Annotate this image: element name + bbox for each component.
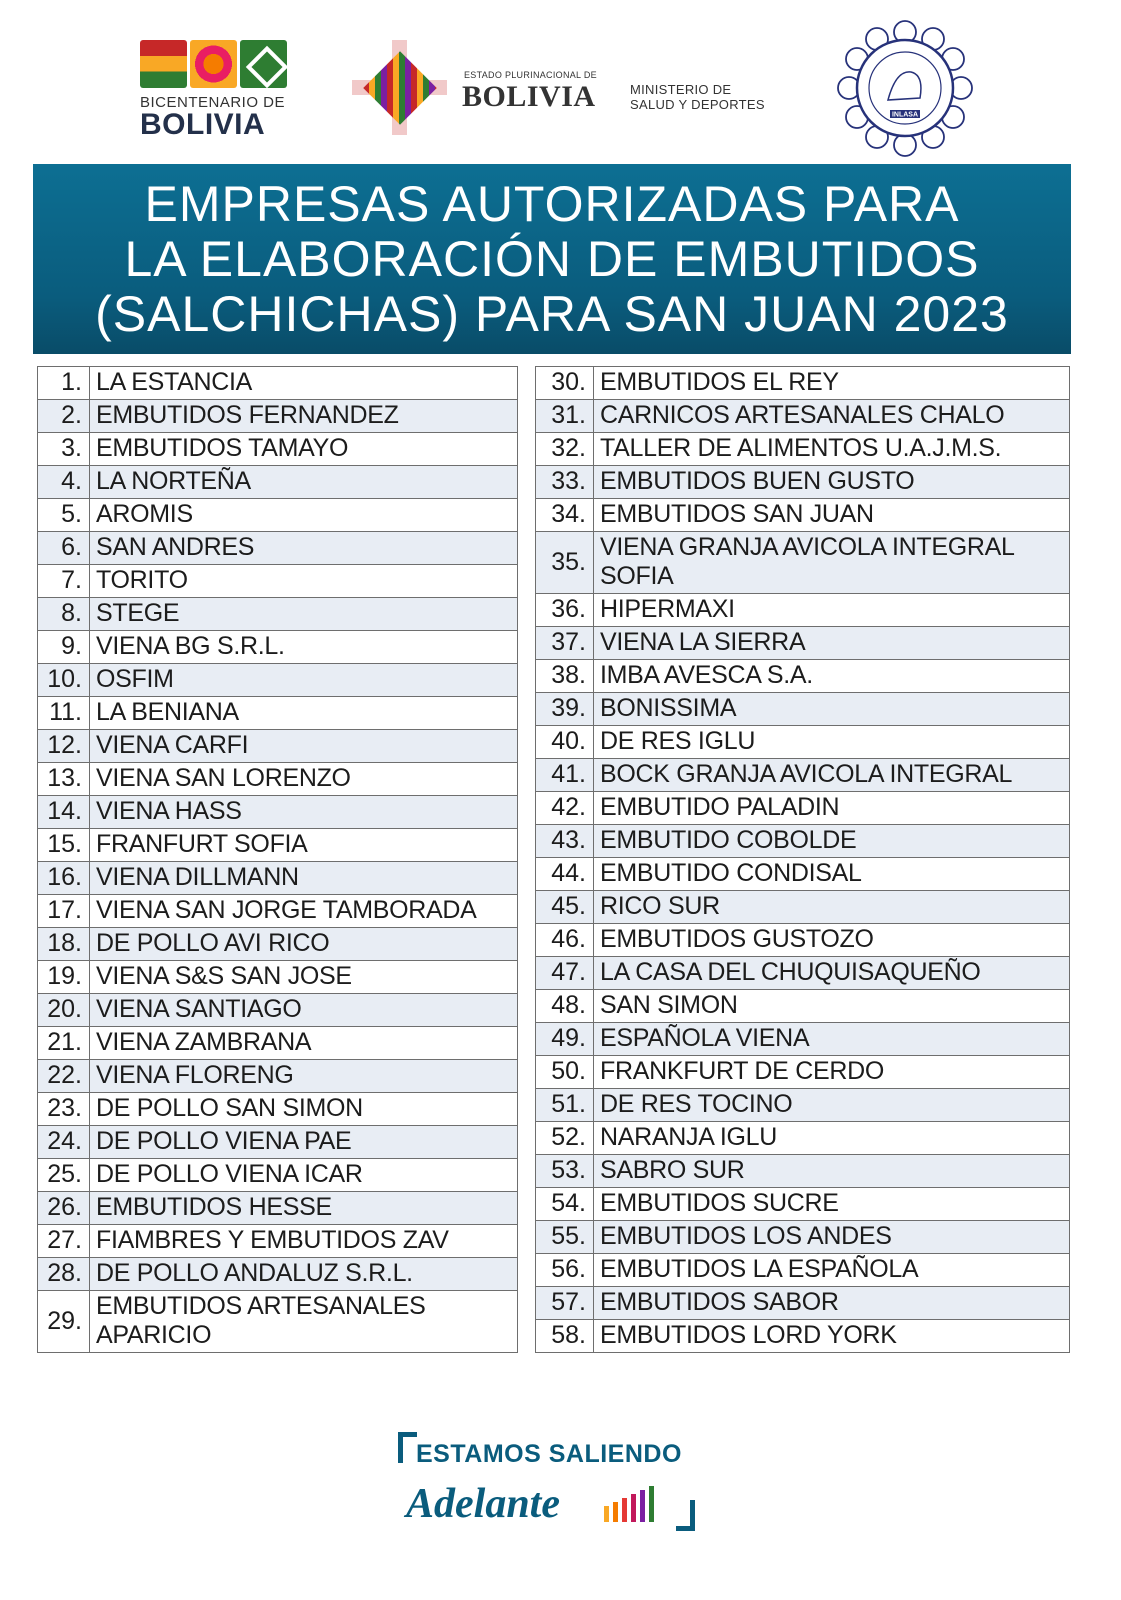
row-number: 50. [536, 1056, 594, 1089]
table-row [536, 990, 1070, 1023]
table-row [536, 1320, 1070, 1353]
row-number: 33. [536, 466, 594, 499]
slogan-line1: ESTAMOS SALIENDO [416, 1440, 682, 1468]
table-row [536, 891, 1070, 924]
table-row [536, 627, 1070, 660]
company-name: TALLER DE ALIMENTOS U.A.J.M.S. [594, 433, 1070, 466]
table-row [38, 895, 518, 928]
row-number: 18. [38, 928, 90, 961]
company-name: EMBUTIDOS HESSE [90, 1192, 518, 1225]
row-number: 46. [536, 924, 594, 957]
row-number: 21. [38, 1027, 90, 1060]
table-row [38, 499, 518, 532]
row-number: 8. [38, 598, 90, 631]
table-row [536, 1287, 1070, 1320]
table-row [38, 367, 518, 400]
company-name: VIENA SAN LORENZO [90, 763, 518, 796]
row-number: 13. [38, 763, 90, 796]
row-number: 51. [536, 1089, 594, 1122]
row-number: 43. [536, 825, 594, 858]
company-name: NARANJA IGLU [594, 1122, 1070, 1155]
table-row [38, 829, 518, 862]
table-row [38, 1126, 518, 1159]
table-row [536, 1188, 1070, 1221]
company-name: EMBUTIDO COBOLDE [594, 825, 1070, 858]
row-number: 2. [38, 400, 90, 433]
title-line2: LA ELABORACIÓN DE EMBUTIDOS [124, 231, 980, 287]
row-number: 17. [38, 895, 90, 928]
row-number: 6. [38, 532, 90, 565]
table-row [38, 763, 518, 796]
row-number: 32. [536, 433, 594, 466]
row-number: 54. [536, 1188, 594, 1221]
row-number: 56. [536, 1254, 594, 1287]
company-name: EMBUTIDOS LA ESPAÑOLA [594, 1254, 1070, 1287]
company-name: STEGE [90, 598, 518, 631]
row-number: 47. [536, 957, 594, 990]
company-name: DE POLLO AVI RICO [90, 928, 518, 961]
company-name: VIENA LA SIERRA [594, 627, 1070, 660]
table-row [38, 1093, 518, 1126]
company-name: FRANKFURT DE CERDO [594, 1056, 1070, 1089]
company-name: VIENA HASS [90, 796, 518, 829]
row-number: 40. [536, 726, 594, 759]
bicentenario-tiles [140, 40, 295, 88]
companies-table-right [535, 366, 1070, 1353]
table-row [38, 1258, 518, 1291]
bicentenario-line1: BICENTENARIO DE [140, 94, 286, 111]
table-row [536, 466, 1070, 499]
row-number: 9. [38, 631, 90, 664]
row-number: 36. [536, 594, 594, 627]
table-row [536, 1023, 1070, 1056]
table-row [536, 1155, 1070, 1188]
company-name: EMBUTIDOS TAMAYO [90, 433, 518, 466]
row-number: 3. [38, 433, 90, 466]
company-name: HIPERMAXI [594, 594, 1070, 627]
table-row [38, 1225, 518, 1258]
title-line1: EMPRESAS AUTORIZADAS PARA [144, 176, 960, 232]
table-row [38, 961, 518, 994]
company-name: VIENA S&S SAN JOSE [90, 961, 518, 994]
row-number: 23. [38, 1093, 90, 1126]
company-name: VIENA ZAMBRANA [90, 1027, 518, 1060]
title-banner [33, 164, 1071, 354]
company-name: EMBUTIDOS EL REY [594, 367, 1070, 400]
bracket-left [398, 1432, 417, 1463]
company-name: SAN SIMON [594, 990, 1070, 1023]
table-row [536, 660, 1070, 693]
table-row [536, 858, 1070, 891]
row-number: 57. [536, 1287, 594, 1320]
company-name: LA NORTEÑA [90, 466, 518, 499]
company-name: EMBUTIDOS ARTESANALES APARICIO [90, 1291, 518, 1353]
company-name: DE POLLO VIENA ICAR [90, 1159, 518, 1192]
row-number: 1. [38, 367, 90, 400]
row-number: 26. [38, 1192, 90, 1225]
tile-spiral [190, 40, 237, 88]
table-row [536, 1221, 1070, 1254]
ministerio-line1: MINISTERIO DE [630, 82, 732, 97]
estado-logo [352, 40, 772, 140]
table-row [38, 466, 518, 499]
table-row [536, 594, 1070, 627]
company-name: LA CASA DEL CHUQUISAQUEÑO [594, 957, 1070, 990]
table-row [38, 796, 518, 829]
row-number: 27. [38, 1225, 90, 1258]
row-number: 45. [536, 891, 594, 924]
slogan-line2: Adelante [406, 1481, 560, 1527]
bracket-right [676, 1500, 695, 1531]
table-row [38, 532, 518, 565]
companies-table-left [37, 366, 518, 1353]
estado-small-label: ESTADO PLURINACIONAL DE [464, 70, 597, 80]
row-number: 52. [536, 1122, 594, 1155]
row-number: 5. [38, 499, 90, 532]
footer-slogan [390, 1428, 710, 1548]
company-name: ESPAÑOLA VIENA [594, 1023, 1070, 1056]
table-row [38, 862, 518, 895]
row-number: 37. [536, 627, 594, 660]
row-number: 29. [38, 1291, 90, 1353]
tile-stripes [140, 40, 187, 88]
table-row [536, 759, 1070, 792]
company-name: VIENA DILLMANN [90, 862, 518, 895]
table-row [536, 792, 1070, 825]
company-name: EMBUTIDOS LOS ANDES [594, 1221, 1070, 1254]
inlasa-seal-icon [836, 20, 974, 158]
chakana-emblem-icon [352, 40, 447, 135]
company-name: LA ESTANCIA [90, 367, 518, 400]
row-number: 12. [38, 730, 90, 763]
table-row [38, 400, 518, 433]
table-row [38, 730, 518, 763]
row-number: 44. [536, 858, 594, 891]
row-number: 31. [536, 400, 594, 433]
row-number: 20. [38, 994, 90, 1027]
row-number: 41. [536, 759, 594, 792]
row-number: 22. [38, 1060, 90, 1093]
ministerio-line2: SALUD Y DEPORTES [630, 97, 765, 112]
company-name: VIENA GRANJA AVICOLA INTEGRAL SOFIA [594, 532, 1070, 594]
tile-diamond [240, 40, 287, 88]
company-name: VIENA FLORENG [90, 1060, 518, 1093]
row-number: 49. [536, 1023, 594, 1056]
bicentenario-line2: BOLIVIA [140, 108, 266, 141]
company-name: DE POLLO VIENA PAE [90, 1126, 518, 1159]
table-row [536, 532, 1070, 594]
header [0, 0, 1121, 165]
color-bars-icon [602, 1476, 682, 1526]
row-number: 39. [536, 693, 594, 726]
table-row [536, 1056, 1070, 1089]
company-name: DE RES TOCINO [594, 1089, 1070, 1122]
row-number: 7. [38, 565, 90, 598]
company-name: AROMIS [90, 499, 518, 532]
table-row [38, 1291, 518, 1353]
company-name: CARNICOS ARTESANALES CHALO [594, 400, 1070, 433]
table-row [536, 433, 1070, 466]
company-name: BOCK GRANJA AVICOLA INTEGRAL [594, 759, 1070, 792]
company-name: FIAMBRES Y EMBUTIDOS ZAV [90, 1225, 518, 1258]
row-number: 19. [38, 961, 90, 994]
row-number: 15. [38, 829, 90, 862]
row-number: 16. [38, 862, 90, 895]
company-name: VIENA SANTIAGO [90, 994, 518, 1027]
ministerio-label [630, 82, 765, 112]
row-number: 14. [38, 796, 90, 829]
company-name: EMBUTIDOS SABOR [594, 1287, 1070, 1320]
company-name: RICO SUR [594, 891, 1070, 924]
company-name: VIENA SAN JORGE TAMBORADA [90, 895, 518, 928]
row-number: 4. [38, 466, 90, 499]
row-number: 35. [536, 532, 594, 594]
table-row [38, 1027, 518, 1060]
seal-acronym: INLASA [891, 111, 919, 119]
row-number: 25. [38, 1159, 90, 1192]
row-number: 24. [38, 1126, 90, 1159]
company-name: VIENA CARFI [90, 730, 518, 763]
row-number: 30. [536, 367, 594, 400]
company-name: LA BENIANA [90, 697, 518, 730]
table-row [38, 928, 518, 961]
row-number: 28. [38, 1258, 90, 1291]
company-name: EMBUTIDOS SAN JUAN [594, 499, 1070, 532]
company-name: EMBUTIDOS LORD YORK [594, 1320, 1070, 1353]
company-name: EMBUTIDO CONDISAL [594, 858, 1070, 891]
table-row [38, 631, 518, 664]
table-row [536, 1089, 1070, 1122]
row-number: 58. [536, 1320, 594, 1353]
company-name: EMBUTIDO PALADIN [594, 792, 1070, 825]
company-name: EMBUTIDOS BUEN GUSTO [594, 466, 1070, 499]
table-row [38, 664, 518, 697]
company-name: EMBUTIDOS SUCRE [594, 1188, 1070, 1221]
row-number: 42. [536, 792, 594, 825]
company-name: DE RES IGLU [594, 726, 1070, 759]
company-name: SAN ANDRES [90, 532, 518, 565]
row-number: 38. [536, 660, 594, 693]
row-number: 34. [536, 499, 594, 532]
bicentenario-logo [140, 40, 295, 139]
company-name: OSFIM [90, 664, 518, 697]
table-row [38, 598, 518, 631]
company-name: DE POLLO ANDALUZ S.R.L. [90, 1258, 518, 1291]
table-row [536, 367, 1070, 400]
table-row [536, 957, 1070, 990]
company-name: VIENA BG S.R.L. [90, 631, 518, 664]
company-name: EMBUTIDOS GUSTOZO [594, 924, 1070, 957]
table-row [536, 825, 1070, 858]
table-row [536, 924, 1070, 957]
table-row [536, 1122, 1070, 1155]
company-name: BONISSIMA [594, 693, 1070, 726]
table-row [38, 697, 518, 730]
estado-name: BOLIVIA [462, 80, 596, 113]
row-number: 53. [536, 1155, 594, 1188]
company-name: FRANFURT SOFIA [90, 829, 518, 862]
table-row [38, 1159, 518, 1192]
table-row [536, 1254, 1070, 1287]
table-row [536, 693, 1070, 726]
table-row [38, 433, 518, 466]
table-row [38, 565, 518, 598]
page-title [33, 164, 1071, 342]
table-row [38, 1192, 518, 1225]
company-name: DE POLLO SAN SIMON [90, 1093, 518, 1126]
company-name: IMBA AVESCA S.A. [594, 660, 1070, 693]
table-row [536, 726, 1070, 759]
table-row [38, 994, 518, 1027]
table-row [38, 1060, 518, 1093]
row-number: 10. [38, 664, 90, 697]
title-line3: (SALCHICHAS) PARA SAN JUAN 2023 [95, 286, 1009, 342]
company-name: SABRO SUR [594, 1155, 1070, 1188]
row-number: 55. [536, 1221, 594, 1254]
row-number: 48. [536, 990, 594, 1023]
table-row [536, 400, 1070, 433]
row-number: 11. [38, 697, 90, 730]
company-name: TORITO [90, 565, 518, 598]
table-row [536, 499, 1070, 532]
company-name: EMBUTIDOS FERNANDEZ [90, 400, 518, 433]
